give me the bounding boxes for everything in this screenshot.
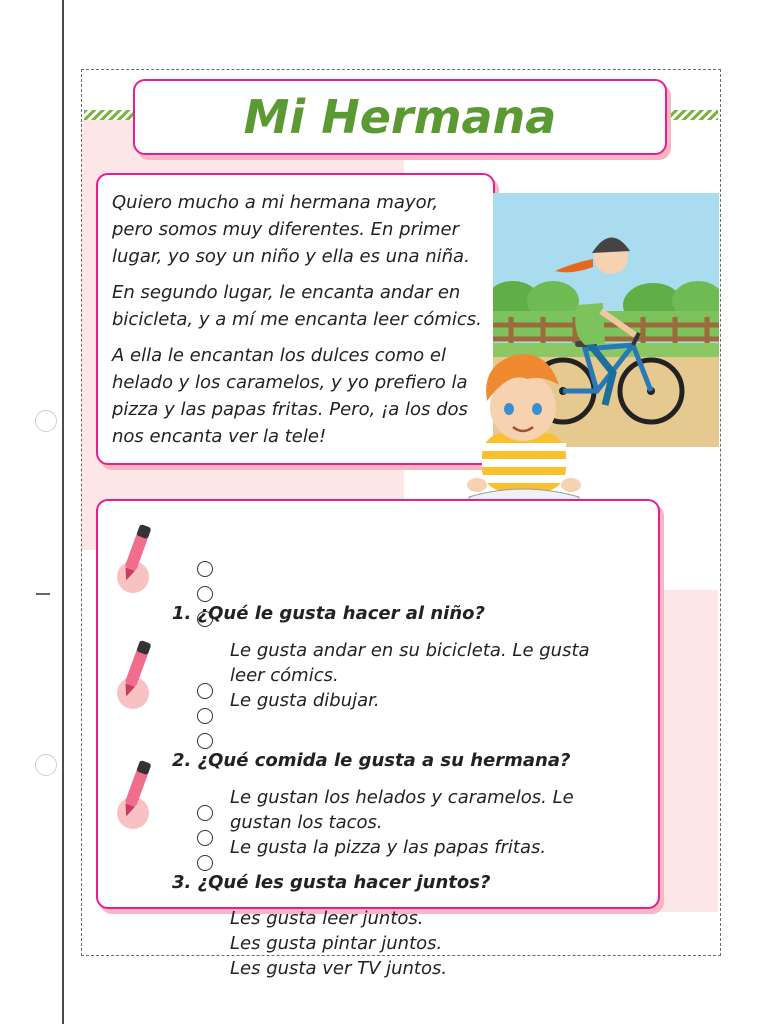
question-3 [172,872,490,893]
radio-circle-icon[interactable] [197,733,213,749]
radio-circle-icon[interactable] [197,586,213,602]
answer-list-1 [230,638,590,713]
binder-hole-icon [35,410,57,432]
question-number: 2. [172,750,192,771]
pink-highlighter-icon [113,758,153,830]
answer-option[interactable]: Le gusta leer cómics. [230,640,590,686]
answer-option[interactable]: Le gustan los helados y caramelos. [230,787,547,808]
question-text: ¿Qué les gusta hacer juntos? [197,872,491,893]
answer-option[interactable]: Les gusta pintar juntos. [230,933,443,954]
decorative-zigzag [666,110,718,120]
answer-option[interactable]: Le gusta dibujar. [230,690,380,711]
question-number: 3. [172,872,192,893]
radio-circle-icon[interactable] [197,683,213,699]
radio-circle-icon[interactable] [197,830,213,846]
margin-tick [36,593,50,595]
answer-list-3 [230,906,455,981]
radio-circle-icon[interactable] [197,561,213,577]
binder-hole-icon [35,754,57,776]
background-pink-panel [654,590,718,912]
pink-highlighter-icon [113,522,153,594]
answer-option[interactable]: Les gusta leer juntos. [230,908,424,929]
question-1 [172,603,485,624]
answer-option[interactable]: Le gustan los tacos. [230,787,574,833]
story-paragraph: Quiero mucho a mi hermana mayor, pero somos muy diferentes. En primer lugar, yo soy un niño y ella es una niña. [112,192,470,267]
worksheet-title: Mi Hermana [243,90,557,144]
answer-option[interactable]: Le gusta la pizza y las papas fritas. [230,837,547,858]
decorative-zigzag [84,110,134,120]
question-text: ¿Qué comida le gusta a su hermana? [197,750,571,771]
radio-circle-icon[interactable] [197,708,213,724]
question-text: ¿Qué le gusta hacer al niño? [197,603,485,624]
story-paragraph: A ella le encantan los dulces como el helado y los caramelos, y yo prefiero la pizza y las papas fritas. Pero, ¡a los dos nos encanta ver la tele! [112,345,468,447]
binder-margin-line [62,0,64,1024]
answer-option[interactable]: Les gusta ver TV juntos. [230,958,448,979]
title-banner [133,79,667,155]
answer-option[interactable]: Le gusta andar en su bicicleta. [230,640,507,661]
question-2 [172,750,570,771]
answer-list-2 [230,785,590,860]
pink-highlighter-icon [113,638,153,710]
radio-circle-icon[interactable] [197,805,213,821]
story-paragraph: En segundo lugar, le encanta andar en bicicleta, y a mí me encanta leer cómics. [112,282,482,330]
question-number: 1. [172,603,192,624]
story-text [112,189,484,459]
radio-circle-icon[interactable] [197,855,213,871]
boy-reading-illustration [457,345,592,500]
